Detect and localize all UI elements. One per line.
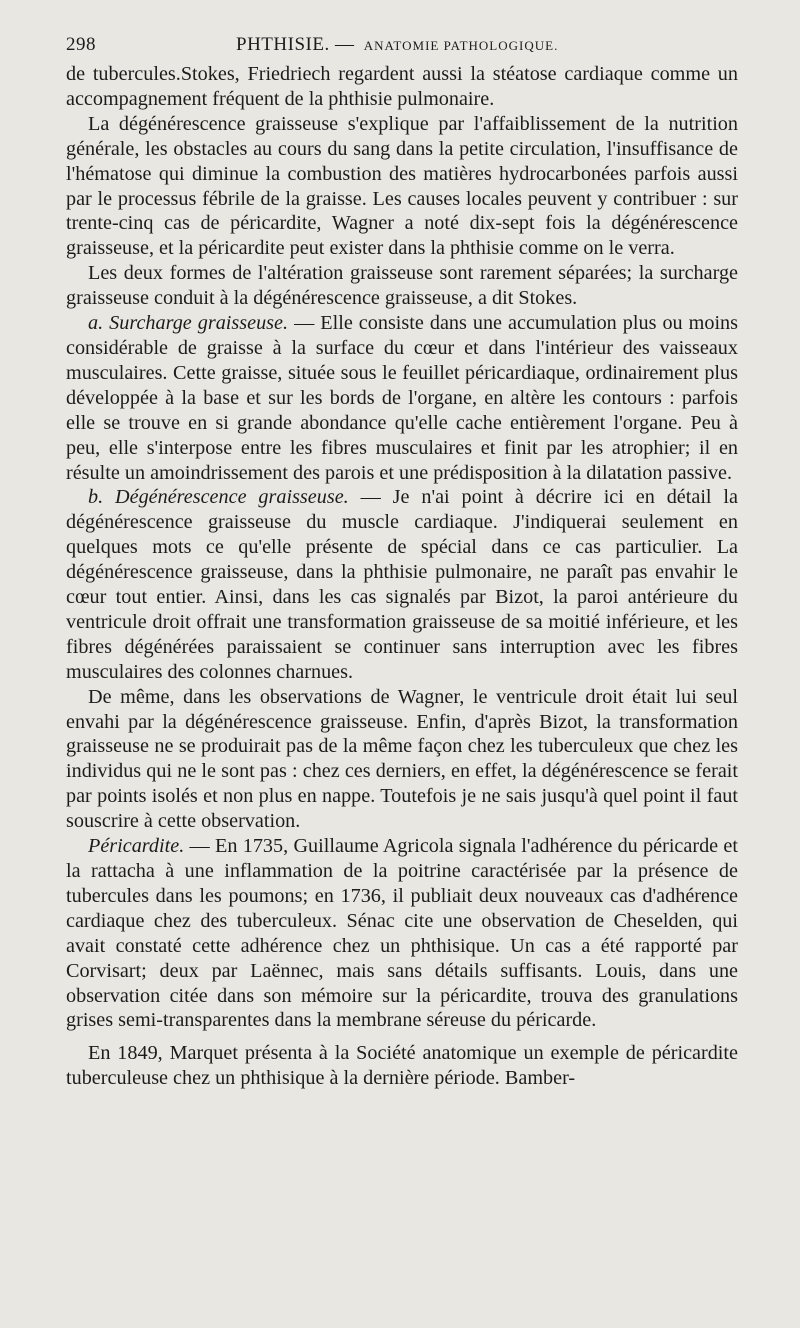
running-head-title: PHTHISIE. [236, 34, 330, 55]
paragraph-pericardite [66, 834, 738, 1033]
paragraph-3: Les deux formes de l'altération graisseuse sont rarement séparées; la surcharge graisseuse conduit à la dégénérescence graisseuse, a dit Stokes. [66, 262, 738, 310]
paragraph-degenerescence-text: — Je n'ai point à décrire ici en détail la dégénérescence graisseuse du muscle cardiaque. J'indiquerai seulement en quelques mots ce qu'elle présente de spécial dans ce cas particulier. La dégénérescence graisseuse, dans la phthisie pulmonaire, ne paraît pas envahir le cœur tout entier. Ainsi, dans les cas signalés par Bizot, la paroi antérieure du ventricule droit offrait une transformation graisseuse de sa moitié inférieure, et les fibres dégénérées paraissaient se continuer sans interruption avec les fibres musculaires des colonnes charnues. [66, 486, 738, 683]
page-header [66, 30, 738, 62]
page-number: 298 [66, 34, 96, 55]
running-head [236, 34, 558, 56]
paragraph-degenerescence [66, 485, 738, 684]
paragraph-2: La dégénérescence graisseuse s'explique par l'affaiblissement de la nutrition générale, les obstacles au cours du sang dans la petite circulation, l'insuffisance de l'hématose qui diminue la combustion des matières hydrocarbonées parfois aussi par le processus fébrile de la graisse. Les causes locales peuvent y contribuer : sur trente-cinq cas de péricardite, Wagner a noté dix-sept fois la dégénérescence graisseuse, et la péricardite peut exister dans la phthisie comme on le verra. [66, 112, 738, 260]
section-label-pericardite: Péricardite. [88, 835, 185, 858]
running-head-dash: — [334, 34, 355, 55]
running-head-subtitle: ANATOMIE PATHOLOGIQUE. [363, 38, 559, 53]
paragraph-surcharge [66, 311, 738, 485]
paragraph-8: En 1849, Marquet présenta à la Société anatomique un exemple de péricardite tuberculeuse chez un phthisique à la dernière période. Bamber- [66, 1042, 738, 1090]
paragraph-pericardite-text: — En 1735, Guillaume Agricola signala l'adhérence du péricarde et la rattacha à une inflammation de la poitrine caractérisée par la présence de tubercules dans les poumons; en 1736, il publiait deux nouveaux cas d'adhérence cardiaque chez des tuberculeux. Sénac cite une observation de Cheselden, qui avait constaté cette adhérence chez un phthisique. Un cas a été rapporté par Corvisart; deux par Laënnec, mais sans détails suffisants. Louis, dans une observation citée dans son mémoire sur la péricardite, trouva des granulations grises semi-transparentes dans la membrane séreuse du péricarde. [66, 835, 738, 1032]
section-label-surcharge: a. Surcharge graisseuse. [88, 312, 289, 335]
paragraph-6: De même, dans les observations de Wagner, le ventricule droit était lui seul envahi par la dégénérescence graisseuse. Enfin, d'après Bizot, la transformation graisseuse ne se produirait pas de la même façon chez les tuberculeux que chez les individus qui ne le sont pas : chez ces derniers, en effet, la dégénérescence se ferait par points isolés et non plus en nappe. Toutefois je ne sais jusqu'à quel point il faut souscrire à cette observation. [66, 685, 738, 833]
body-text [66, 62, 738, 1091]
section-label-degenerescence: b. Dégénérescence graisseuse. [88, 486, 349, 509]
paragraph-1: de tubercules.Stokes, Friedriech regardent aussi la stéatose cardiaque comme un accompagnement fréquent de la phthisie pulmonaire. [66, 63, 738, 110]
paragraph-surcharge-text: — Elle consiste dans une accumulation plus ou moins considérable de graisse à la surface du cœur et dans l'intérieur des vaisseaux musculaires. Cette graisse, située sous le feuillet péricardiaque, ordinairement plus développée à la base et sur les bords de l'organe, en altère les contours : parfois elle se trouve en si grande abondance qu'elle cache entièrement l'organe. Peu à peu, elle s'interpose entre les fibres musculaires et finit par les atrophier; il en résulte un amoindrissement des parois et une prédisposition à la dilatation passive. [66, 312, 739, 484]
